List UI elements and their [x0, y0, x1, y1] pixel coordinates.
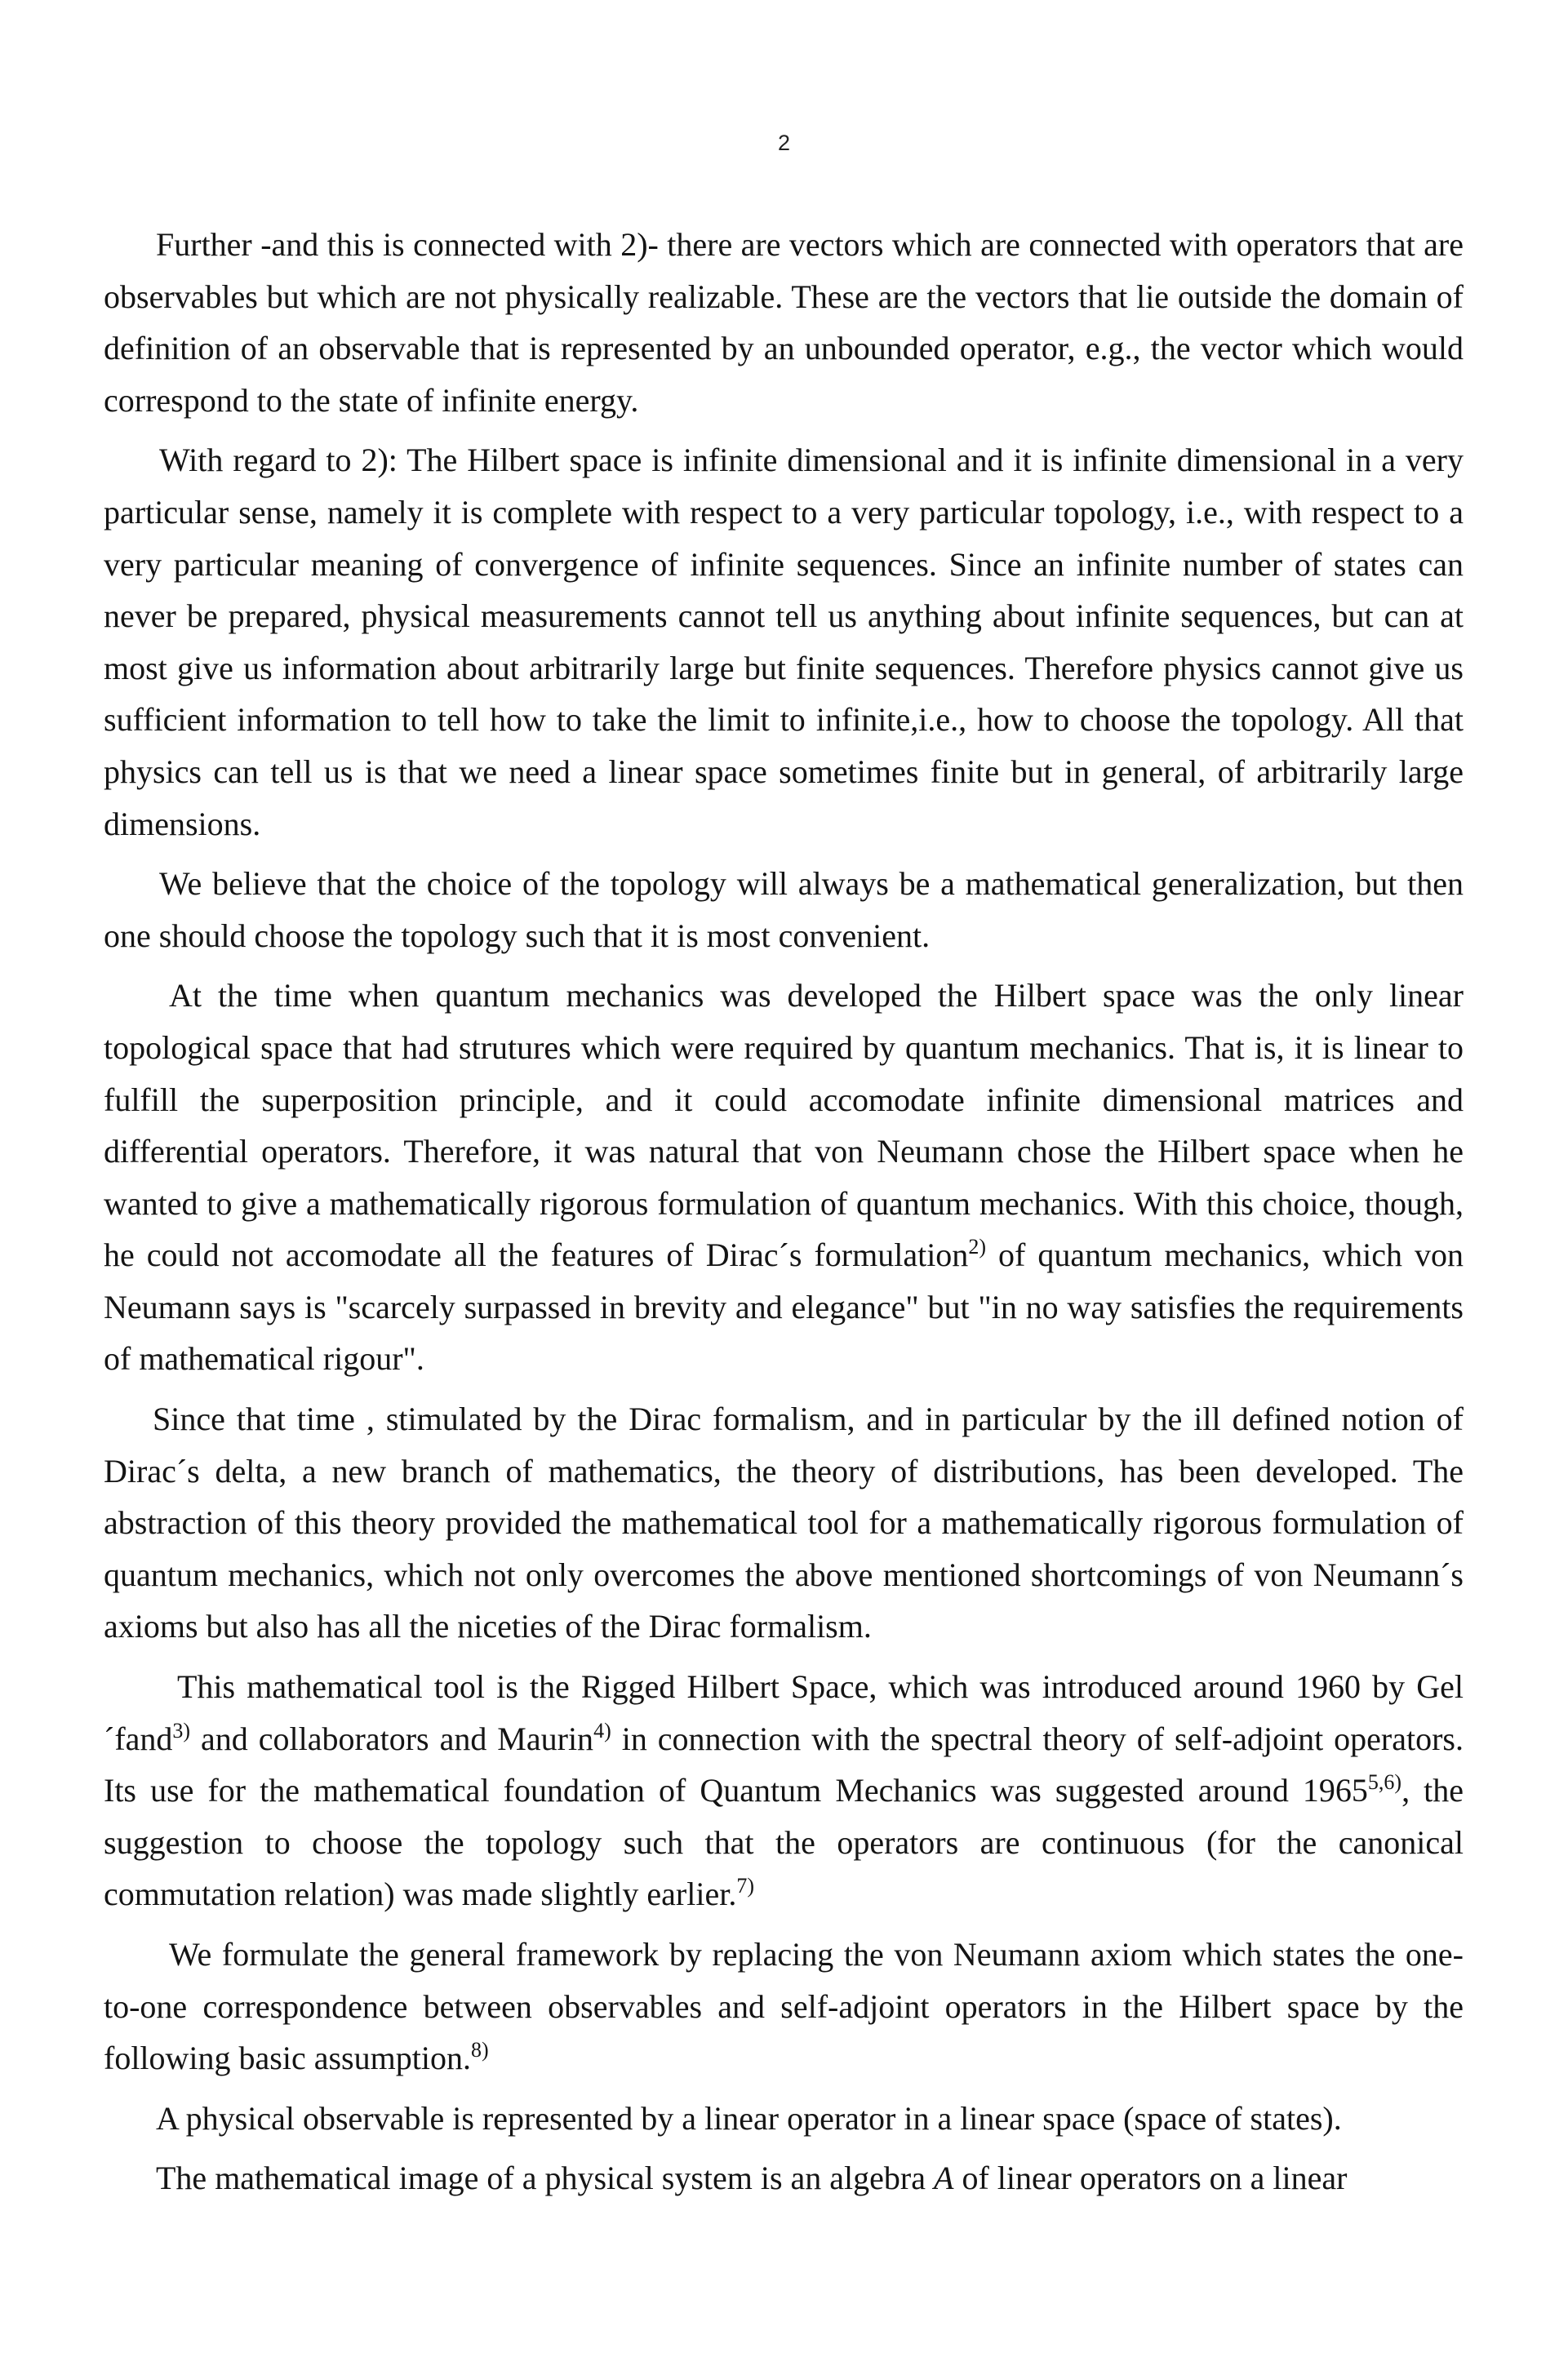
reference-marker: 2)	[968, 1235, 986, 1259]
reference-marker: 8)	[470, 2038, 489, 2062]
paragraph-unrealizable-vectors: Further -and this is connected with 2)- there are vectors which are connected with operators that are observables but which are not physically realizable. These are the vectors that lie outside the domain of definition of an observable that is represented by an unbounded operator, e.g., the vector which would correspond to the state of infinite energy.	[104, 226, 1464, 419]
paragraph-basic-assumption	[104, 1929, 1464, 2084]
reference-marker: 4)	[593, 1718, 611, 1743]
paragraph-infinite-dimensional: With regard to 2): The Hilbert space is infinite dimensional and it is infinite dimensional in a very particular sense, namely it is complete with respect to a very particular topology, i.e., with respect to a very particular meaning of convergence of infinite sequences. Since an infinite number of states can never be prepared, physical measurements cannot tell us anything about infinite sequences, but can at most give us information about arbitrarily large but finite sequences. Therefore physics cannot give us sufficient information to tell how to take the limit to infinite,i.e., how to choose the topology. All that physics can tell us is that we need a linear space sometimes finite but in general, of arbitrarily large dimensions.	[104, 442, 1464, 842]
paragraph-algebra	[104, 2152, 1464, 2204]
text-run: We formulate the general framework by replacing the von Neumann axiom which states the one-to-one correspondence between observables and self-adjoint operators in the Hilbert space by the following basic assumption.	[104, 1936, 1464, 2077]
page-number: 2	[777, 131, 791, 155]
paragraph-rigged-hilbert-space	[104, 1661, 1464, 1920]
text-run: and collaborators and Maurin	[190, 1720, 594, 1757]
paragraph-distributions: Since that time , stimulated by the Dirac formalism, and in particular by the ill defined notion of Dirac´s delta, a new branch of mathematics, the theory of distributions, has been developed. The abstraction of this theory provided the mathematical tool for a mathematically rigorous formulation of quantum mechanics, which not only overcomes the above mentioned shortcomings of von Neumann´s axioms but also has all the niceties of the Dirac formalism.	[104, 1401, 1464, 1645]
text-run: The mathematical image of a physical system is an algebra	[156, 2160, 934, 2197]
text-run: This mathematical tool is the Rigged Hilbert Space, which was introduced around 1960 by Gel´fand	[104, 1668, 1464, 1757]
algebra-symbol: A	[934, 2160, 954, 2197]
text-run: At the time when quantum mechanics was developed the Hilbert space was the only linear topological space that had strutures which were required by quantum mechanics. That is, it is linear to fulfill the superposition principle, and it could accomodate infinite dimensional matrices and differential operators. Therefore, it was natural that von Neumann chose the Hilbert space when he wanted to give a mathematically rigorous formulation of quantum mechanics. With this choice, though, he could not accomodate all the features of Dirac´s formulation	[104, 977, 1464, 1274]
text-run: of linear operators on a linear	[953, 2160, 1348, 2197]
paragraph-von-neumann	[104, 970, 1464, 1385]
paragraph-topology-choice: We believe that the choice of the topology will always be a mathematical generalization, but then one should choose the topology such that it is most convenient.	[104, 865, 1464, 954]
text-run: in connection with the spectral theory of self-adjoint operators. Its use for the mathematical foundation of Quantum Mechanics was suggested around 1965	[104, 1720, 1464, 1809]
reference-marker: 3)	[172, 1718, 191, 1743]
body-text	[104, 219, 1464, 2213]
text-run: of quantum mechanics, which von Neumann says is "scarcely surpassed in brevity and elegance" but "in no way satisfies the requirements of mathematical rigour".	[104, 1236, 1464, 1378]
paragraph-observable-definition: A physical observable is represented by a linear operator in a linear space (space of states).	[156, 2099, 1342, 2137]
text-run: , the suggestion to choose the topology such that the operators are continuous (for the canonical commutation relation) was made slightly earlier.	[104, 1772, 1464, 1913]
reference-marker: 7)	[736, 1874, 755, 1898]
reference-marker: 5,6)	[1367, 1770, 1402, 1795]
